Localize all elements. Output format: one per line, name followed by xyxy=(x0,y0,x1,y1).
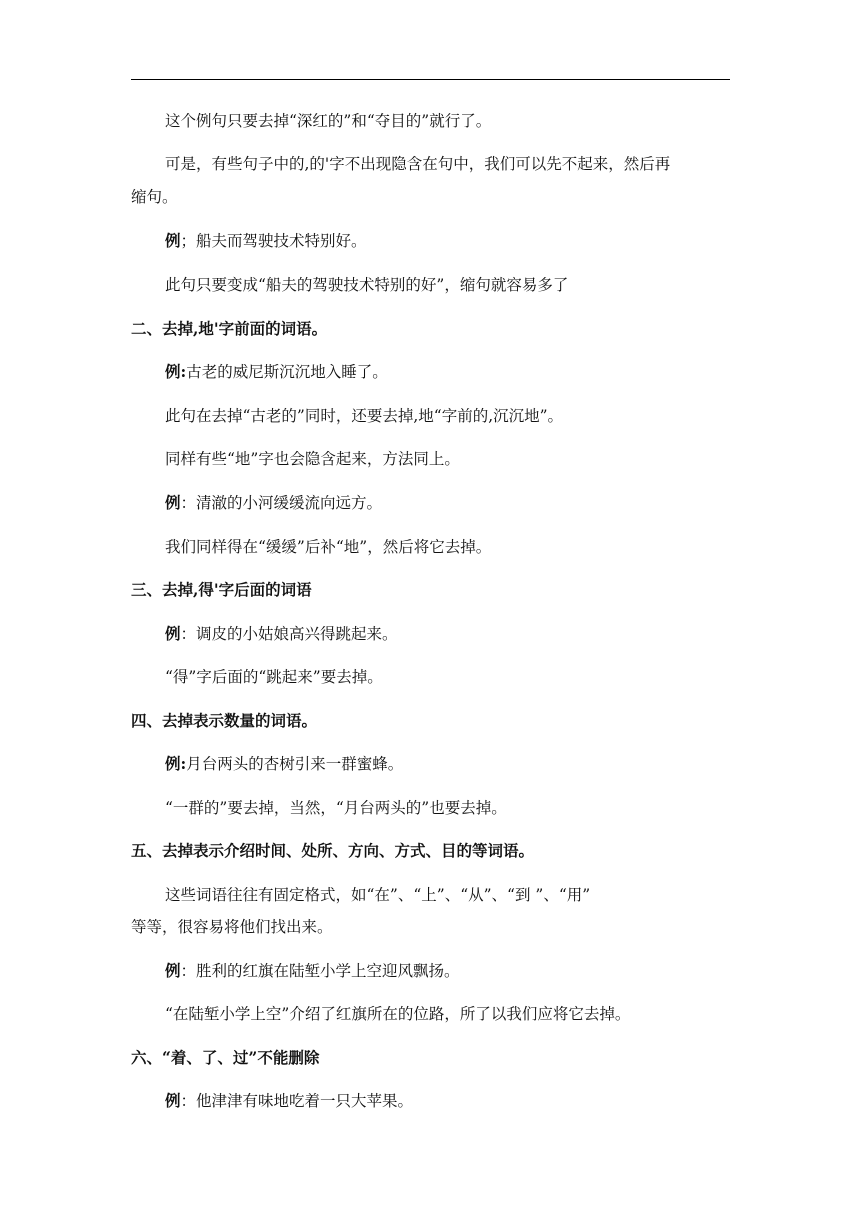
paragraph-continuation: 缩句。 xyxy=(131,188,178,206)
section-heading: 三、去掉,得'字后面的词语 xyxy=(131,580,312,599)
paragraph: “一群的”要去掉，当然，“月台两头的”也要去掉。 xyxy=(165,799,507,817)
example-line: 例:古老的威尼斯沉沉地入睡了。 xyxy=(165,362,388,381)
paragraph: 可是，有些句子中的,的'字不出现隐含在句中，我们可以先不起来，然后再 xyxy=(165,155,671,173)
section-heading: 二、去掉,地'字前面的词语。 xyxy=(131,319,328,338)
example-label: 例 xyxy=(165,624,181,643)
example-line: 例：他津津有味地吃着一只大苹果。 xyxy=(165,1091,414,1110)
example-line: 例：胜利的红旗在陆堑小学上空迎风飘扬。 xyxy=(165,961,460,980)
paragraph: “在陆堑小学上空”介绍了红旗所在的位路，所了以我们应将它去掉。 xyxy=(165,1005,631,1023)
example-label: 例 xyxy=(165,231,181,250)
example-label: 例 xyxy=(165,493,181,512)
paragraph: 同样有些“地”字也会隐含起来，方法同上。 xyxy=(165,450,460,468)
section-heading: 六、“着、了、过”不能删除 xyxy=(131,1048,320,1067)
example-label: 例: xyxy=(165,754,187,773)
section-heading: 四、去掉表示数量的词语。 xyxy=(131,711,318,730)
paragraph-continuation: 等等，很容易将他们找出来。 xyxy=(131,918,333,936)
header-rule xyxy=(131,79,730,80)
paragraph: “得”字后面的“跳起来”要去掉。 xyxy=(165,668,383,686)
example-label: 例 xyxy=(165,1091,181,1110)
paragraph: 这些词语往往有固定格式，如“在”、“上”、“从”、“到 ”、“用” xyxy=(165,886,591,904)
example-line: 例；船夫而驾驶技术特别好。 xyxy=(165,231,367,250)
example-label: 例 xyxy=(165,961,181,980)
example-line: 例：调皮的小姑娘高兴得跳起来。 xyxy=(165,624,398,643)
example-label: 例: xyxy=(165,362,187,381)
example-line: 例：清澈的小河缓缓流向远方。 xyxy=(165,493,383,512)
section-heading: 五、去掉表示介绍时间、处所、方向、方式、目的等词语。 xyxy=(131,841,535,860)
paragraph: 此句在去掉“古老的”同时，还要去掉,地“字前的,沉沉地”。 xyxy=(165,407,564,425)
example-line: 例:月台两头的杏树引来一群蜜蜂。 xyxy=(165,754,404,773)
paragraph: 此句只要变成“船夫的驾驶技术特别的好”，缩句就容易多了 xyxy=(165,276,569,294)
paragraph: 我们同样得在“缓缓”后补“地”，然后将它去掉。 xyxy=(165,538,492,556)
paragraph: 这个例句只要去掉“深红的”和“夺目的”就行了。 xyxy=(165,112,492,130)
